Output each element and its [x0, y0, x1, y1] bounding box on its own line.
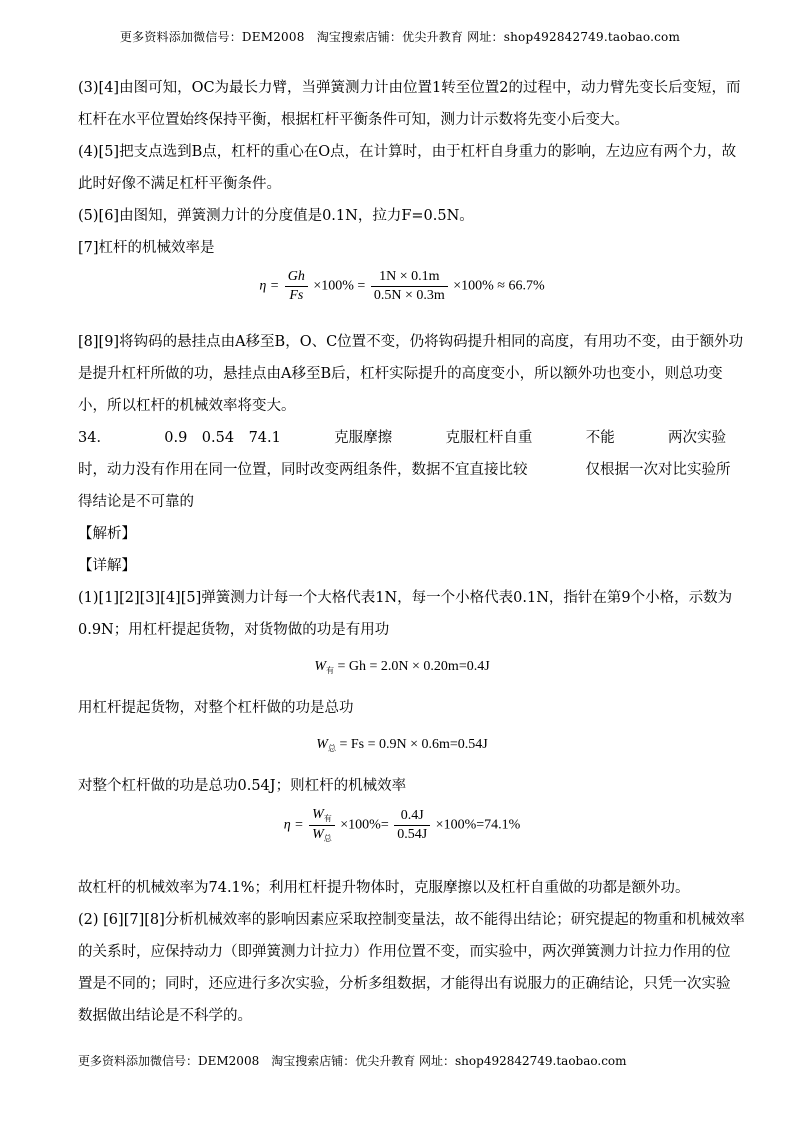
- text-line: 0.9N；用杠杆提起货物，对货物做的功是有用功: [78, 622, 390, 638]
- document-body: [78, 72, 745, 1032]
- text-line: [8][9]将钩码的悬挂点由A移至B，O、C位置不变，仍将钩码提升相同的高度，有用功不变，由于额外功: [78, 334, 744, 350]
- page-footer: 更多资料添加微信号：DEM2008 淘宝搜索店铺：优尖升教育 网址：shop492842749.taobao.com: [78, 1054, 627, 1068]
- answer-lever-weight: 克服杠杆自重: [445, 430, 533, 446]
- eq-mid: ×100% =: [313, 278, 366, 294]
- eq-result: ×100% ≈ 66.7%: [453, 278, 545, 294]
- answer-friction: 克服摩擦: [334, 430, 393, 446]
- eq-mid: ×100%=: [340, 817, 389, 833]
- equation-total-work: [78, 730, 726, 760]
- eq-symbol: W: [316, 737, 328, 752]
- text-line: 对整个杠杆做的功是总功0.54J；则杠杆的机械效率: [78, 778, 407, 794]
- eq-symbol: W: [314, 659, 327, 674]
- eq-lhs: η =: [283, 817, 304, 833]
- text-line: 是提升杠杆所做的功，悬挂点由A移至B后，杠杆实际提升的高度变小，所以额外功也变小，则总功变: [78, 366, 723, 382]
- fraction: [285, 270, 308, 303]
- answer-row-34: [78, 422, 726, 454]
- fraction: [371, 270, 448, 303]
- eq-result: ×100%=74.1%: [435, 817, 521, 833]
- text-line: 时，动力没有作用在同一位置，同时改变两组条件，数据不宜直接比较 仅根据一次对比实验所: [78, 462, 731, 478]
- text-line: 得结论是不可靠的: [78, 494, 194, 510]
- text-line: 的关系时，应保持动力（即弹簧测力计拉力）作用位置不变，而实验中，两次弹簧测力计拉力作用的位: [78, 944, 731, 960]
- text-line: 用杠杆提起货物，对整个杠杆做的功是总功: [78, 700, 354, 716]
- numerator: $W_有$: [309, 808, 335, 826]
- numerator: 1N × 0.1m: [371, 270, 448, 287]
- numerator: Gh: [285, 270, 308, 287]
- answer-values: 0.9 0.54 74.1: [164, 430, 281, 446]
- text-line: 故杠杆的机械效率为74.1%；利用杠杆提升物体时，克服摩擦以及杠杆自重做的功都是额外功。: [78, 880, 690, 896]
- text-line: 杠杆在水平位置始终保持平衡，根据杠杆平衡条件可知，测力计示数将先变小后变大。: [78, 112, 629, 128]
- text-line: 数据做出结论是不科学的。: [78, 1008, 252, 1024]
- text-line: (5)[6]由图知，弹簧测力计的分度值是0.1N，拉力F=0.5N。: [78, 208, 474, 224]
- fraction: [309, 808, 335, 843]
- text-line: 置是不同的；同时，还应进行多次实验，分析多组数据，才能得出有说服力的正确结论，只凭一次实验: [78, 976, 731, 992]
- eq-lhs: η =: [259, 278, 280, 294]
- eq-rhs: = Gh = 2.0N × 0.20m=0.4J: [337, 659, 490, 674]
- text-line: 小，所以杠杆的机械效率将变大。: [78, 398, 296, 414]
- eq-subscript: 总: [327, 744, 336, 753]
- page-header: 更多资料添加微信号：DEM2008 淘宝搜索店铺：优尖升教育 网址：shop492842749.taobao.com: [119, 30, 681, 44]
- answer-cannot: 不能: [585, 430, 615, 446]
- section-label: 【详解】: [78, 558, 136, 574]
- denominator: 0.54J: [397, 827, 428, 842]
- section-label: 【解析】: [78, 526, 136, 542]
- equation-useful-work: [78, 652, 726, 682]
- answer-two-experiments: 两次实验: [668, 430, 726, 446]
- denominator: Fs: [289, 288, 304, 303]
- text-line: [7]杠杆的机械效率是: [78, 240, 215, 256]
- eq-subscript: 有: [326, 666, 335, 675]
- eq-rhs: = Fs = 0.9N × 0.6m=0.54J: [339, 737, 488, 752]
- denominator: $W_总$: [312, 827, 332, 843]
- text-line: (4)[5]把支点选到B点，杠杆的重心在O点，在计算时，由于杠杆自身重力的影响，左边应有两个力，故: [78, 144, 737, 160]
- text-line: (1)[1][2][3][4][5]弹簧测力计每一个大格代表1N，每一个小格代表0.1N，指针在第9个小格，示数为: [78, 590, 733, 606]
- fraction: [394, 809, 430, 842]
- denominator: 0.5N × 0.3m: [373, 288, 445, 303]
- text-line: (3)[4]由图可知，OC为最长力臂，当弹簧测力计由位置1转至位置2的过程中，动力臂先变长后变短，而: [78, 80, 741, 96]
- text-line: (2) [6][7][8]分析机械效率的影响因素应采取控制变量法，故不能得出结论；研究提起的物重和机械效率: [78, 912, 745, 928]
- text-line: 此时好像不满足杠杆平衡条件。: [78, 176, 281, 192]
- equation-efficiency-1: [78, 270, 726, 320]
- question-number: 34．: [78, 430, 111, 446]
- equation-efficiency-2: [78, 808, 726, 860]
- numerator: 0.4J: [394, 809, 430, 826]
